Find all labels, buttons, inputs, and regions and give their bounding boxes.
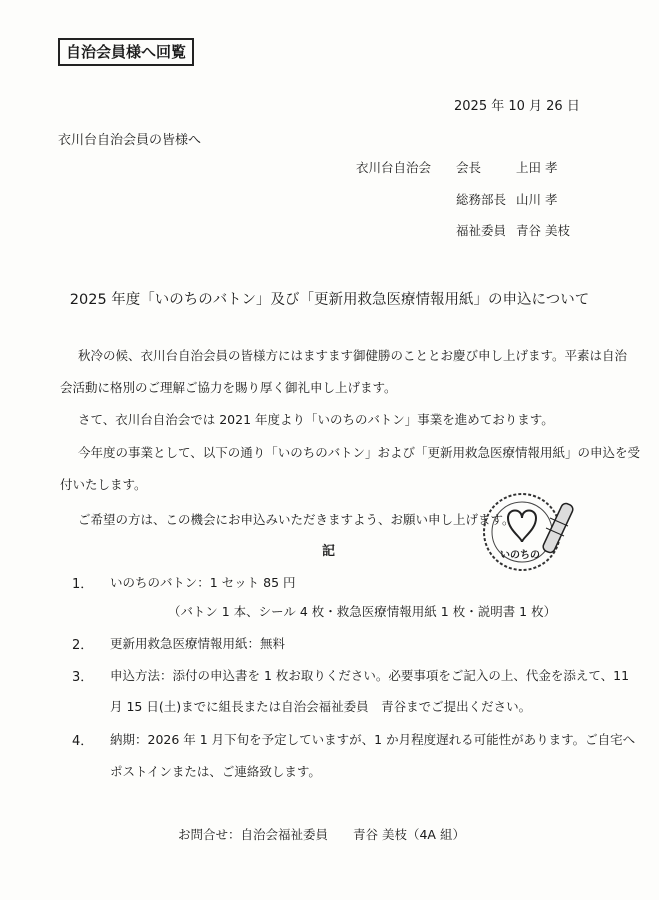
item-3-number: 3． [72,670,94,685]
item-2-number: 2． [72,638,94,653]
body-line-2: 会活動に格別のご理解ご協力を賜り厚く御礼申し上げます。 [60,380,397,395]
contact-info: お問合せ：自治会福祉委員 青谷 美枝（4A 組） [178,827,465,842]
stamp-label: いのちの [500,550,540,561]
body-line-4: 今年度の事業として、以下の通り「いのちのバトン」および「更新用救急医療情報用紙」の申込を受 [78,445,641,460]
document-date: 2025 年 10 月 26 日 [454,99,580,114]
inochi-baton-stamp [478,488,588,576]
item-3-text-1: 申込方法：添付の申込書を 1 枚お取りください。必要事項をご記入の上、代金を添えて、11 [110,668,630,683]
document-title: 2025 年度「いのちのバトン」及び「更新用救急医療情報用紙」の申込について [69,292,590,308]
circulation-label: 自治会員様へ回覧 [58,38,194,66]
body-line-3: さて、衣川台自治会では 2021 年度より「いのちのバトン」事業を進めております。 [78,412,554,427]
body-line-5: 付いたします。 [60,477,147,492]
item-1-number: 1． [72,577,94,592]
baton-stamp-icon [478,488,588,576]
signer-name-general-affairs: 山川 孝 [516,192,558,207]
body-line-6: ご希望の方は、この機会にお申込みいただきますよう、お願い申し上げます。 [78,512,515,527]
item-3-text-2: 月 15 日(土)までに組長または自治会福祉委員 青谷までご提出ください。 [110,699,532,714]
item-1-sub: （バトン 1 本、シール 4 枚・救急医療情報用紙 1 枚・説明書 1 枚） [168,604,557,619]
signer-name-chair: 上田 孝 [516,160,558,175]
item-1-text: いのちのバトン：1 セット 85 円 [110,575,296,590]
item-2-text: 更新用救急医療情報用紙：無料 [110,636,286,651]
signer-role-welfare: 福祉委員 [456,223,507,238]
item-4-text-1: 納期：2026 年 1 月下旬を予定していますが、1 か月程度遅れる可能性があります。ご自宅へ [110,732,636,747]
item-4-number: 4． [72,734,94,749]
body-line-1: 秋冷の候、衣川台自治会員の皆様方にはますます御健勝のこととお慶び申し上げます。平素は自治 [78,348,628,363]
item-4-text-2: ポストインまたは、ご連絡致します。 [110,764,321,779]
sender-org: 衣川台自治会 [356,160,432,175]
addressee: 衣川台自治会員の皆様へ [58,133,202,148]
ki-heading: 記 [322,544,336,559]
signer-name-welfare: 青谷 美枝 [516,223,570,238]
signer-role-general-affairs: 総務部長 [456,192,507,207]
signer-role-chair: 会長 [456,160,482,175]
